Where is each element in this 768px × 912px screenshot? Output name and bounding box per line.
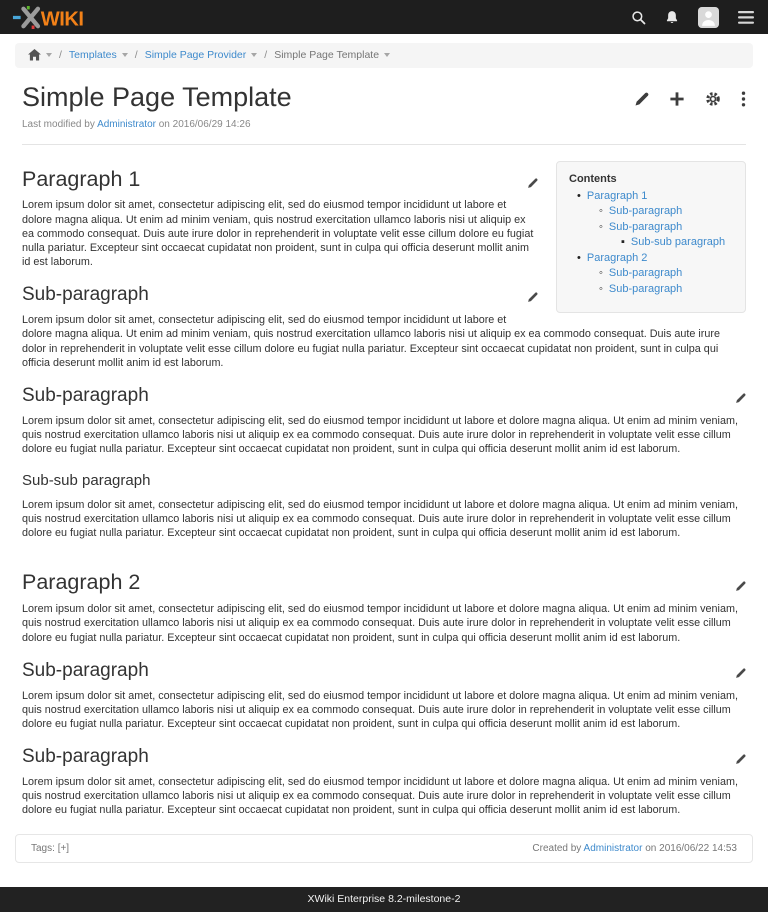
content-section [22,746,746,817]
last-modified-user-link[interactable]: Administrator [97,118,156,130]
section-heading [22,472,746,489]
breadcrumb-item-simple-page-provider [145,49,258,61]
breadcrumb-link[interactable]: Simple Page Provider [144,49,247,61]
section-paragraph: Lorem ipsum dolor sit amet, consectetur adipiscing elit, sed do eiusmod tempor incididunt ut labore et dolore magna aliqua. Ut enim ad minim veniam, quis nostrud exercitation ullamco laboris nisi ut aliquip ex ea commodo consequat. Duis aute irure dolor in reprehenderit in voluptate velit esse cillum dolore eu fugiat nulla pariatur. Excepteur sint occaecat cupidatat non proident, sunt in culpa qui officia deserunt mollit anim id est laborum. [22,414,738,456]
breadcrumb-item-templates [69,49,128,61]
table-of-contents [556,161,746,314]
toc-list [569,189,733,298]
main-content [0,83,768,818]
section-edit-icon[interactable] [735,388,746,410]
add-icon[interactable] [669,91,685,107]
created-prefix: Created by [532,842,582,854]
section-edit-icon[interactable] [527,287,538,309]
svg-text:WIKI: WIKI [40,8,84,30]
toc-bullet: ◦ [599,205,603,218]
section-title: Paragraph 1 [22,166,141,191]
breadcrumb [15,43,753,68]
section-heading [22,746,746,768]
toc-link[interactable]: Paragraph 2 [586,251,648,264]
section-edit-icon[interactable] [527,170,538,195]
edit-icon[interactable] [634,92,649,107]
settings-icon[interactable] [705,91,721,107]
toc-link[interactable]: Paragraph 1 [586,189,648,202]
chevron-down-icon[interactable] [251,53,257,57]
xwiki-logo-icon [12,5,104,30]
toc-item [569,251,733,267]
menu-icon[interactable] [738,11,754,24]
last-modified-prefix: Last modified by [22,118,95,130]
content-section [22,472,746,541]
toc-item [569,220,733,236]
version-text: XWiki Enterprise 8.2-milestone-2 [307,892,461,905]
breadcrumb-separator: / [134,49,138,61]
section-title: Paragraph 2 [22,570,141,595]
chevron-down-icon[interactable] [46,53,52,57]
section-paragraph: Lorem ipsum dolor sit amet, consectetur adipiscing elit, sed do eiusmod tempor incididunt ut labore et dolore magna aliqua. Ut enim ad minim veniam, quis nostrud exercitation ullamco laboris nisi ut aliquip ex ea commodo consequat. Duis aute irure dolor in reprehenderit in voluptate velit esse cillum dolore eu fugiat nulla pariatur. Excepteur sint occaecat cupidatat non proident, sunt in culpa qui officia deserunt mollit anim id est laborum. [22,689,738,730]
section-paragraph: Lorem ipsum dolor sit amet, consectetur adipiscing elit, sed do eiusmod tempor incididunt ut labore et dolore magna aliqua. Ut enim ad minim veniam, quis nostrud exercitation ullamco laboris nisi ut aliquip ex ea commodo consequat. Duis aute irure dolor in reprehenderit in voluptate velit esse cillum dolore eu fugiat nulla pariatur. Excepteur sint occaecat cupidatat non proident, sunt in culpa qui officia deserunt mollit anim id est laborum. [22,776,738,817]
section-title: Sub-paragraph [22,659,149,681]
section-edit-icon[interactable] [735,749,746,771]
toc-link[interactable]: Sub-sub paragraph [630,236,726,249]
section-edit-icon[interactable] [735,573,746,598]
toc-item [569,282,733,298]
section-title: Sub-sub paragraph [22,471,151,489]
content-section [22,570,746,644]
xwiki-logo[interactable] [12,5,104,30]
section-edit-icon[interactable] [735,663,746,685]
toc-bullet: ◦ [599,220,603,233]
toc-link[interactable]: Sub-paragraph [608,267,683,280]
add-tag-button[interactable]: [+] [57,842,70,854]
more-icon[interactable] [741,91,746,107]
tags-label: Tags: [31,842,55,854]
toc-link[interactable]: Sub-paragraph [608,205,683,218]
breadcrumb-home[interactable] [28,49,52,61]
section-paragraph: Lorem ipsum dolor sit amet, consectetur adipiscing elit, sed do eiusmod tempor incididunt ut labore et dolore magna aliqua. Ut enim ad minim veniam, quis nostrud exercitation ullamco laboris nisi ut aliquip ex ea commodo consequat. Duis aute irure dolor in reprehenderit in voluptate velit esse cillum dolore eu fugiat nulla pariatur. Excepteur sint occaecat cupidatat non proident, sunt in culpa qui officia deserunt mollit anim id est laborum. [22,603,738,644]
version-footer [0,887,768,912]
last-modified [22,119,746,130]
breadcrumb-separator: / [59,49,62,61]
toc-bullet: ◦ [599,282,603,295]
bell-icon[interactable] [665,10,679,25]
toc-bullet: • [577,189,581,202]
breadcrumb-current-label: Simple Page Template [274,49,380,61]
toc-item [569,266,733,282]
created-suffix: on 2016/06/22 14:53 [645,842,737,854]
breadcrumb-link[interactable]: Templates [68,49,117,61]
section-paragraph: Lorem ipsum dolor sit amet, consectetur adipiscing elit, sed do eiusmod tempor incididunt ut labore et dolore magna aliqua. Ut enim ad minim veniam, quis nostrud exercitation ullamco laboris nisi ut aliquip ex ea commodo consequat. Duis aute irure dolor in reprehenderit in voluptate velit esse cillum dolore eu fugiat nulla pariatur. Excepteur sint occaecat cupidatat non proident, sunt in culpa qui officia deserunt mollit anim id est laborum. [22,199,534,269]
chevron-down-icon[interactable] [122,53,128,57]
content-section [22,660,746,731]
section-heading [22,385,746,407]
toc-bullet: ◦ [599,267,603,280]
section-heading [22,570,746,595]
toc-bullet: ▪ [621,236,625,249]
home-icon [28,49,41,61]
section-title: Sub-paragraph [22,284,149,306]
document-content [22,145,746,818]
last-modified-suffix: on 2016/06/29 14:26 [158,118,251,130]
page-title: Simple Page Template [22,82,292,112]
search-icon[interactable] [631,10,646,25]
breadcrumb-separator: / [264,49,268,61]
toc-link[interactable]: Sub-paragraph [608,282,683,295]
toc-title: Contents [569,172,617,185]
navbar-actions [631,7,754,28]
section-paragraph: Lorem ipsum dolor sit amet, consectetur adipiscing elit, sed do eiusmod tempor incididunt ut labore et dolore magna aliqua. Ut enim ad minim veniam, quis nostrud exercitation ullamco laboris nisi ut aliquip ex ea commodo consequat. Duis aute irure dolor in reprehenderit in voluptate velit esse cillum dolore eu fugiat nulla pariatur. Excepteur sint occaecat cupidatat non proident, sunt in culpa qui officia deserunt mollit anim id est laborum. [22,498,738,540]
created-info [532,843,737,854]
content-section [22,385,746,456]
user-avatar[interactable] [698,7,719,28]
page-header [22,83,746,113]
section-title: Sub-paragraph [22,746,149,768]
toc-item [569,235,733,251]
section-heading [22,660,746,682]
section-title: Sub-paragraph [22,385,149,407]
section-paragraph: Lorem ipsum dolor sit amet, consectetur adipiscing elit, sed do eiusmod tempor incididunt ut labore et dolore magna aliqua. Ut enim ad minim veniam, quis nostrud exercitation ullamco laboris nisi ut aliquip ex ea commodo consequat. Duis aute irure dolor in reprehenderit in voluptate velit esse cillum dolore eu fugiat nulla pariatur. Excepteur sint occaecat cupidatat non proident, sunt in culpa qui officia deserunt mollit anim id est laborum. [22,314,720,369]
toc-bullet: • [577,251,581,264]
breadcrumb-item-current [274,49,390,61]
toc-item [569,204,733,220]
page-actions [634,91,746,107]
chevron-down-icon[interactable] [384,53,390,57]
created-user-link[interactable]: Administrator [583,842,643,854]
toc-item [569,189,733,205]
document-footer [15,834,753,863]
toc-link[interactable]: Sub-paragraph [608,220,683,233]
top-navbar [0,0,768,34]
tags-area [31,843,69,854]
